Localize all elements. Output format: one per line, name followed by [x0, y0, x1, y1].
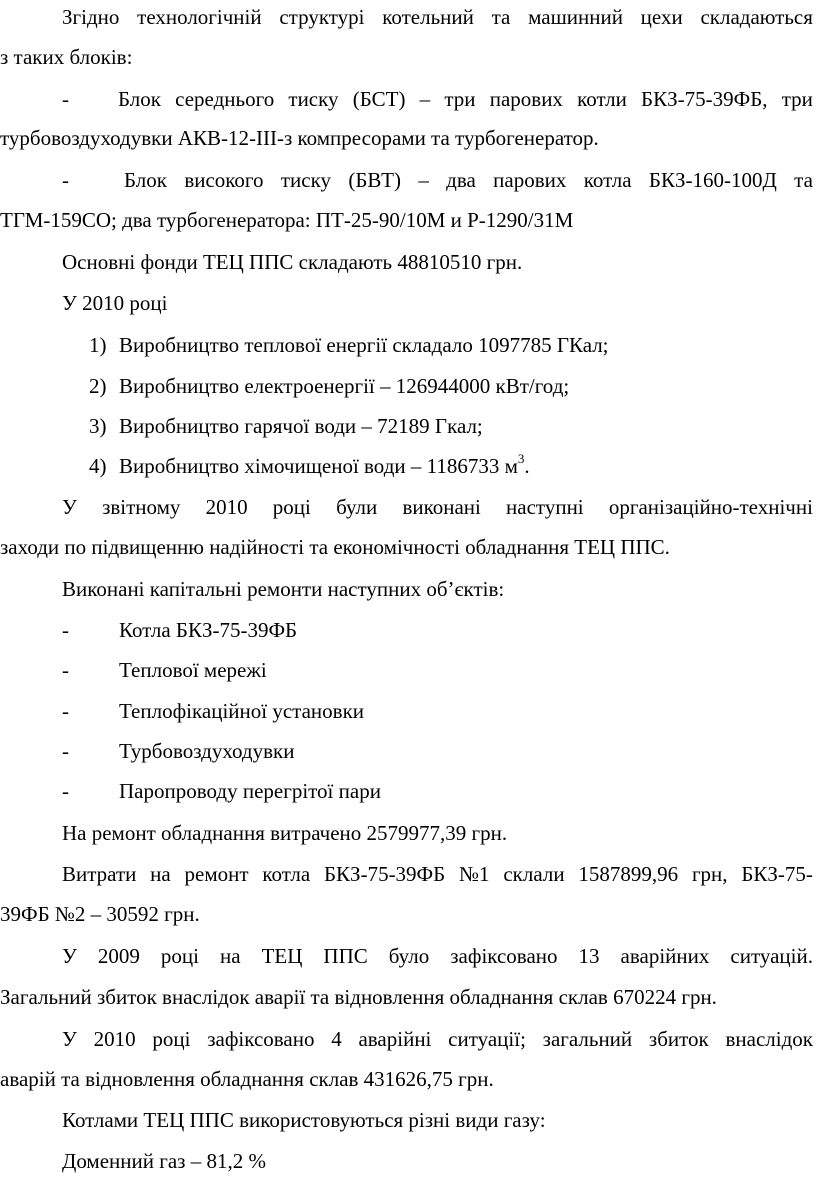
word: (БСТ) [352, 87, 406, 111]
production-item-2-text: Виробництво електроенергії – 126944000 кВт/год; [119, 374, 570, 398]
accidents-2010-line-2 [0, 1067, 816, 1091]
repairs-item-1-text: Котла БКЗ-75-39ФБ [119, 618, 298, 642]
word: році [160, 944, 199, 968]
word: на [150, 862, 171, 886]
boiler-cost-line-1 [62, 862, 813, 886]
repairs-item-5-text: Паропроводу перегрітої пари [119, 779, 381, 803]
word: аварійних [620, 944, 710, 968]
word: році [272, 495, 311, 519]
block-bst-line-1 [0, 87, 816, 111]
gas-blast-text: Доменний газ – 81,2 % [62, 1149, 266, 1173]
word: БКЗ-75- [741, 862, 813, 886]
repairs-item-1-dash: - [62, 618, 69, 642]
word: 2009 [97, 944, 140, 968]
production-item-4-num: 4) [89, 454, 107, 478]
production-item-4-after: . [524, 454, 530, 478]
word: 13 [578, 944, 600, 968]
production-item-4-superscript: 3 [517, 451, 525, 466]
intro-line-1 [62, 5, 813, 29]
fixed-assets-line [0, 250, 816, 274]
accidents-2009-line-1 [62, 944, 813, 968]
production-item-2-num: 2) [89, 374, 107, 398]
boiler-cost-line-2 [0, 902, 816, 926]
word: збиток [648, 1027, 709, 1051]
block-bvt-line-2-text: ТГМ-159СО; два турбогенератора: ПТ-25-90/10М и Р-1290/31М [0, 208, 574, 232]
word: було [388, 944, 430, 968]
word: 2010 [93, 1027, 136, 1051]
word: Згідно [62, 5, 120, 29]
word: машинний [528, 5, 623, 29]
year-2010-text: У 2010 році [62, 291, 168, 315]
production-item-4-text: Виробництво хімочищеної води – 1186733 м [119, 454, 518, 478]
word: котельний [382, 5, 474, 29]
word: та [491, 5, 511, 29]
word: Блок [124, 168, 167, 192]
word: БКЗ-160-100Д [648, 168, 777, 192]
word: структурі [279, 5, 365, 29]
word: році [152, 1027, 191, 1051]
word: грн, [691, 862, 728, 886]
accidents-2010-line-2-text: аварій та відновлення обладнання склав 431626,75 грн. [0, 1067, 494, 1091]
word: У [62, 495, 77, 519]
production-item-1-text: Виробництво теплової енергії складало 1097785 ГКал; [119, 333, 609, 357]
intro-line-2-text: з таких блоків: [0, 45, 133, 69]
word: котли [577, 87, 627, 111]
word: та [794, 168, 813, 192]
word: №1 [459, 862, 490, 886]
repairs-item-2 [0, 658, 816, 682]
gas-intro-text: Котлами ТЕЦ ППС використовуються різні види газу: [62, 1108, 546, 1132]
block-bst-dash: - [62, 87, 69, 111]
word: наступні [506, 495, 584, 519]
word: ТЕЦ [261, 944, 303, 968]
measures-line-2 [0, 535, 816, 559]
repair-cost-text: На ремонт обладнання витрачено 2579977,39 грн. [62, 821, 508, 845]
word: ППС [323, 944, 368, 968]
repairs-item-5 [0, 779, 816, 803]
word: внаслідок [725, 1027, 813, 1051]
word: – [419, 87, 431, 111]
word: – [418, 168, 429, 192]
repairs-intro-line [0, 577, 816, 601]
accidents-2009-line-2-text: Загальний збиток внаслідок аварії та відновлення обладнання склав 670224 грн. [0, 985, 717, 1009]
accidents-2009-line-2 [0, 985, 816, 1009]
block-bvt-line-1-text [124, 168, 813, 192]
word: котла [583, 168, 632, 192]
word: організаційно-технічні [608, 495, 813, 519]
gas-blast-line [0, 1149, 816, 1173]
block-bvt-line-1 [0, 168, 816, 192]
word: (БВТ) [348, 168, 401, 192]
production-item-3-num: 3) [89, 414, 107, 438]
boiler-cost-line-2-text: 39ФБ №2 – 30592 грн. [0, 902, 200, 926]
word: У [62, 944, 77, 968]
block-bst-line-2 [0, 126, 816, 150]
repairs-item-3-text: Теплофікаційної установки [119, 699, 365, 723]
word: ситуацій. [730, 944, 813, 968]
block-bst-line-2-text: турбовоздуходувки АКВ-12-III-з компресорами та турбогенератор. [0, 126, 599, 150]
repairs-item-1 [0, 618, 816, 642]
block-bvt-line-2 [0, 208, 816, 232]
word: БКЗ-75-39ФБ [323, 862, 446, 886]
word: три [781, 87, 813, 111]
word: склали [503, 862, 565, 886]
word: три [444, 87, 476, 111]
repairs-item-4-dash: - [62, 739, 69, 763]
word: два [446, 168, 476, 192]
word: ситуації; [448, 1027, 526, 1051]
word: зафіксовано [207, 1027, 315, 1051]
measures-line-1 [62, 495, 813, 519]
repairs-item-2-dash: - [62, 658, 69, 682]
repairs-item-4-text: Турбовоздуходувки [119, 739, 295, 763]
gas-intro-line [0, 1108, 816, 1132]
word: Витрати [62, 862, 137, 886]
word: середнього [175, 87, 275, 111]
repairs-item-2-text: Теплової мережі [119, 658, 267, 682]
block-bst-line-1-text [118, 87, 813, 111]
word: технологічній [137, 5, 262, 29]
production-item-2 [0, 374, 816, 398]
word: складаються [700, 5, 813, 29]
word: високого [184, 168, 264, 192]
repairs-item-4 [0, 739, 816, 763]
intro-line-2 [0, 45, 816, 69]
word: Блок [118, 87, 161, 111]
production-item-3 [0, 414, 816, 438]
word: У [62, 1027, 77, 1051]
word: були [336, 495, 378, 519]
production-item-4 [0, 451, 816, 478]
word: котла [262, 862, 311, 886]
word: загальний [542, 1027, 633, 1051]
word: тиску [280, 168, 332, 192]
production-item-4-content [119, 451, 530, 478]
word: парових [493, 168, 567, 192]
word: парових [489, 87, 563, 111]
production-item-1 [0, 333, 816, 357]
measures-line-2-text: заходи по підвищенню надійності та економічності обладнання ТЕЦ ППС. [0, 535, 670, 559]
production-item-1-num: 1) [89, 333, 107, 357]
word: 4 [331, 1027, 342, 1051]
repair-cost-line [0, 821, 816, 845]
word: звітному [102, 495, 181, 519]
repairs-item-3 [0, 699, 816, 723]
word: виконані [402, 495, 481, 519]
word: зафіксовано [450, 944, 558, 968]
block-bvt-dash: - [62, 168, 69, 192]
production-item-3-text: Виробництво гарячої води – 72189 Гкал; [119, 414, 483, 438]
word: тиску [288, 87, 339, 111]
accidents-2010-line-1 [62, 1027, 813, 1051]
word: аварійні [358, 1027, 432, 1051]
word: 2010 [205, 495, 248, 519]
word: 1587899,96 [578, 862, 679, 886]
repairs-intro-text: Виконані капітальні ремонти наступних об’єктів: [62, 577, 505, 601]
word: цехи [640, 5, 683, 29]
repairs-item-3-dash: - [62, 699, 69, 723]
word: БКЗ-75-39ФБ, [641, 87, 768, 111]
word: на [220, 944, 241, 968]
year-2010-line [0, 291, 816, 315]
fixed-assets-text: Основні фонди ТЕЦ ППС складають 48810510 грн. [62, 250, 523, 274]
repairs-item-5-dash: - [62, 779, 69, 803]
word: ремонт [184, 862, 249, 886]
